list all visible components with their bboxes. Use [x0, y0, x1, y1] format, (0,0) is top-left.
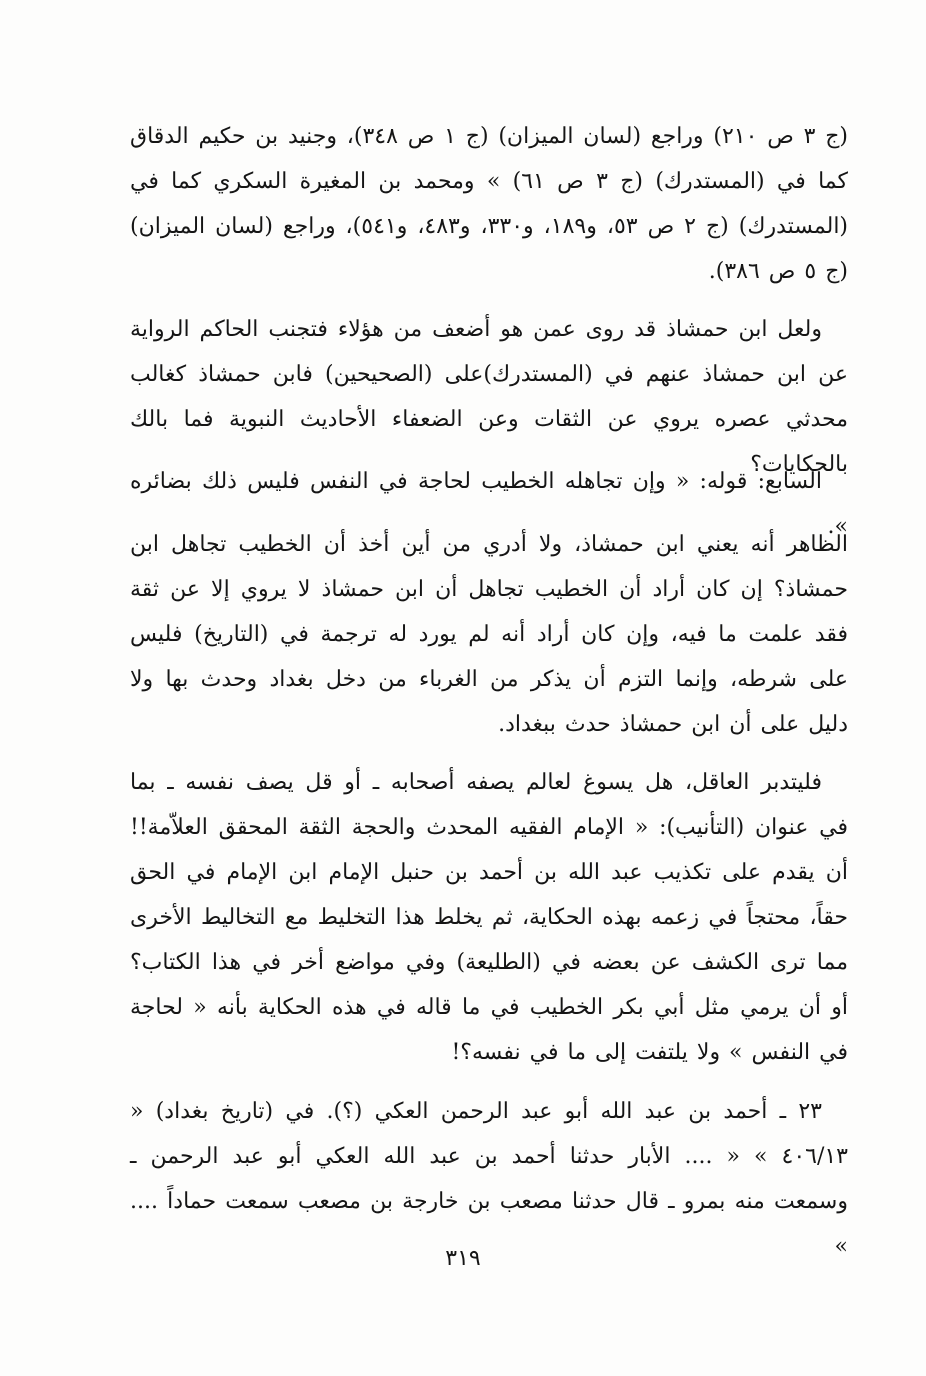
- page-number: ٣١٩: [445, 1246, 481, 1271]
- paragraph-references: [130, 114, 848, 294]
- paragraph-text: ٢٣ ـ أحمد بن عبد الله أبو عبد الرحمن العكي (؟). في (تاريخ بغداد) « ٤٠٦/١٣ » « .... الأبار حدثنا أحمد بن عبد الله العكي أبو عبد الرحمن ـ وسمعت منه بمرو ـ قال حدثنا مصعب بن خارجة بن مصعب سمعت حماداً .... »: [130, 1099, 848, 1259]
- paragraph-text: (ج ٣ ص ٢١٠) وراجع (لسان الميزان) (ج ١ ص ٣٤٨)، وجنيد بن حكيم الدقاق كما في (المستدرك) (ج ٣ ص ٦١) » ومحمد بن المغيرة السكري كما في (المستدرك) (ج ٢ ص ٥٣، و١٨٩، و٣٣٠، و٤٨٣، و٥٤١)، وراجع (لسان الميزان) (ج ٥ ص ٣٨٦).: [130, 124, 849, 284]
- paragraph-text: السابع: قوله: « وإن تجاهله الخطيب لحاجة في النفس فليس ذلك بضائره ».: [130, 469, 848, 539]
- paragraph-text: الظاهر أنه يعني ابن حمشاذ، ولا أدري من أين أخذ أن الخطيب تجاهل ابن حمشاذ؟ إن كان أراد أن الخطيب تجاهل أن ابن حمشاذ لا يروي إلا عن ثقة فقد علمت ما فيه، وإن كان أراد أنه لم يورد له ترجمة في (التاريخ) فليس على شرطه، وإنما التزم أن يذكر من الغرباء من دخل بغداد وحدث بها ولا دليل على أن ابن حمشاذ حدث ببغداد.: [130, 532, 848, 737]
- paragraph-text: ولعل ابن حمشاذ قد روى عمن هو أضعف من هؤلاء فتجنب الحاكم الرواية عن ابن حمشاذ عنهم في (المستدرك)على (الصحيحين) فابن حمشاذ كغالب محدثي عصره يروي عن الثقات وعن الضعفاء الأحاديث النبوية فما بالك بالحكايات؟: [130, 317, 848, 477]
- paragraph-text: فليتدبر العاقل، هل يسوغ لعالم يصفه أصحابه ـ أو قل يصف نفسه ـ بما في عنوان (التأنيب): « الإمام الفقيه المحدث والحجة الثقة المحقق العلاّمة!! أن يقدم على تكذيب عبد الله بن أحمد بن حنبل الإمام ابن الإمام في الحق حقاً، محتجاً في زعمه بهذه الحكاية، ثم يخلط هذا التخليط مع التخاليط الأخرى مما ترى الكشف عن بعضه في (الطليعة) وفي مواضع أخر في هذا الكتاب؟ أو أن يرمي مثل أبي بكر الخطيب في ما قاله في هذه الحكاية بأنه « لحاجة في النفس » ولا يلتفت إلى ما في نفسه؟!: [130, 770, 848, 1065]
- paragraph-entry-23: [130, 1089, 848, 1269]
- paragraph-apparent-meaning: [130, 522, 848, 747]
- paragraph-reflection: [130, 760, 848, 1075]
